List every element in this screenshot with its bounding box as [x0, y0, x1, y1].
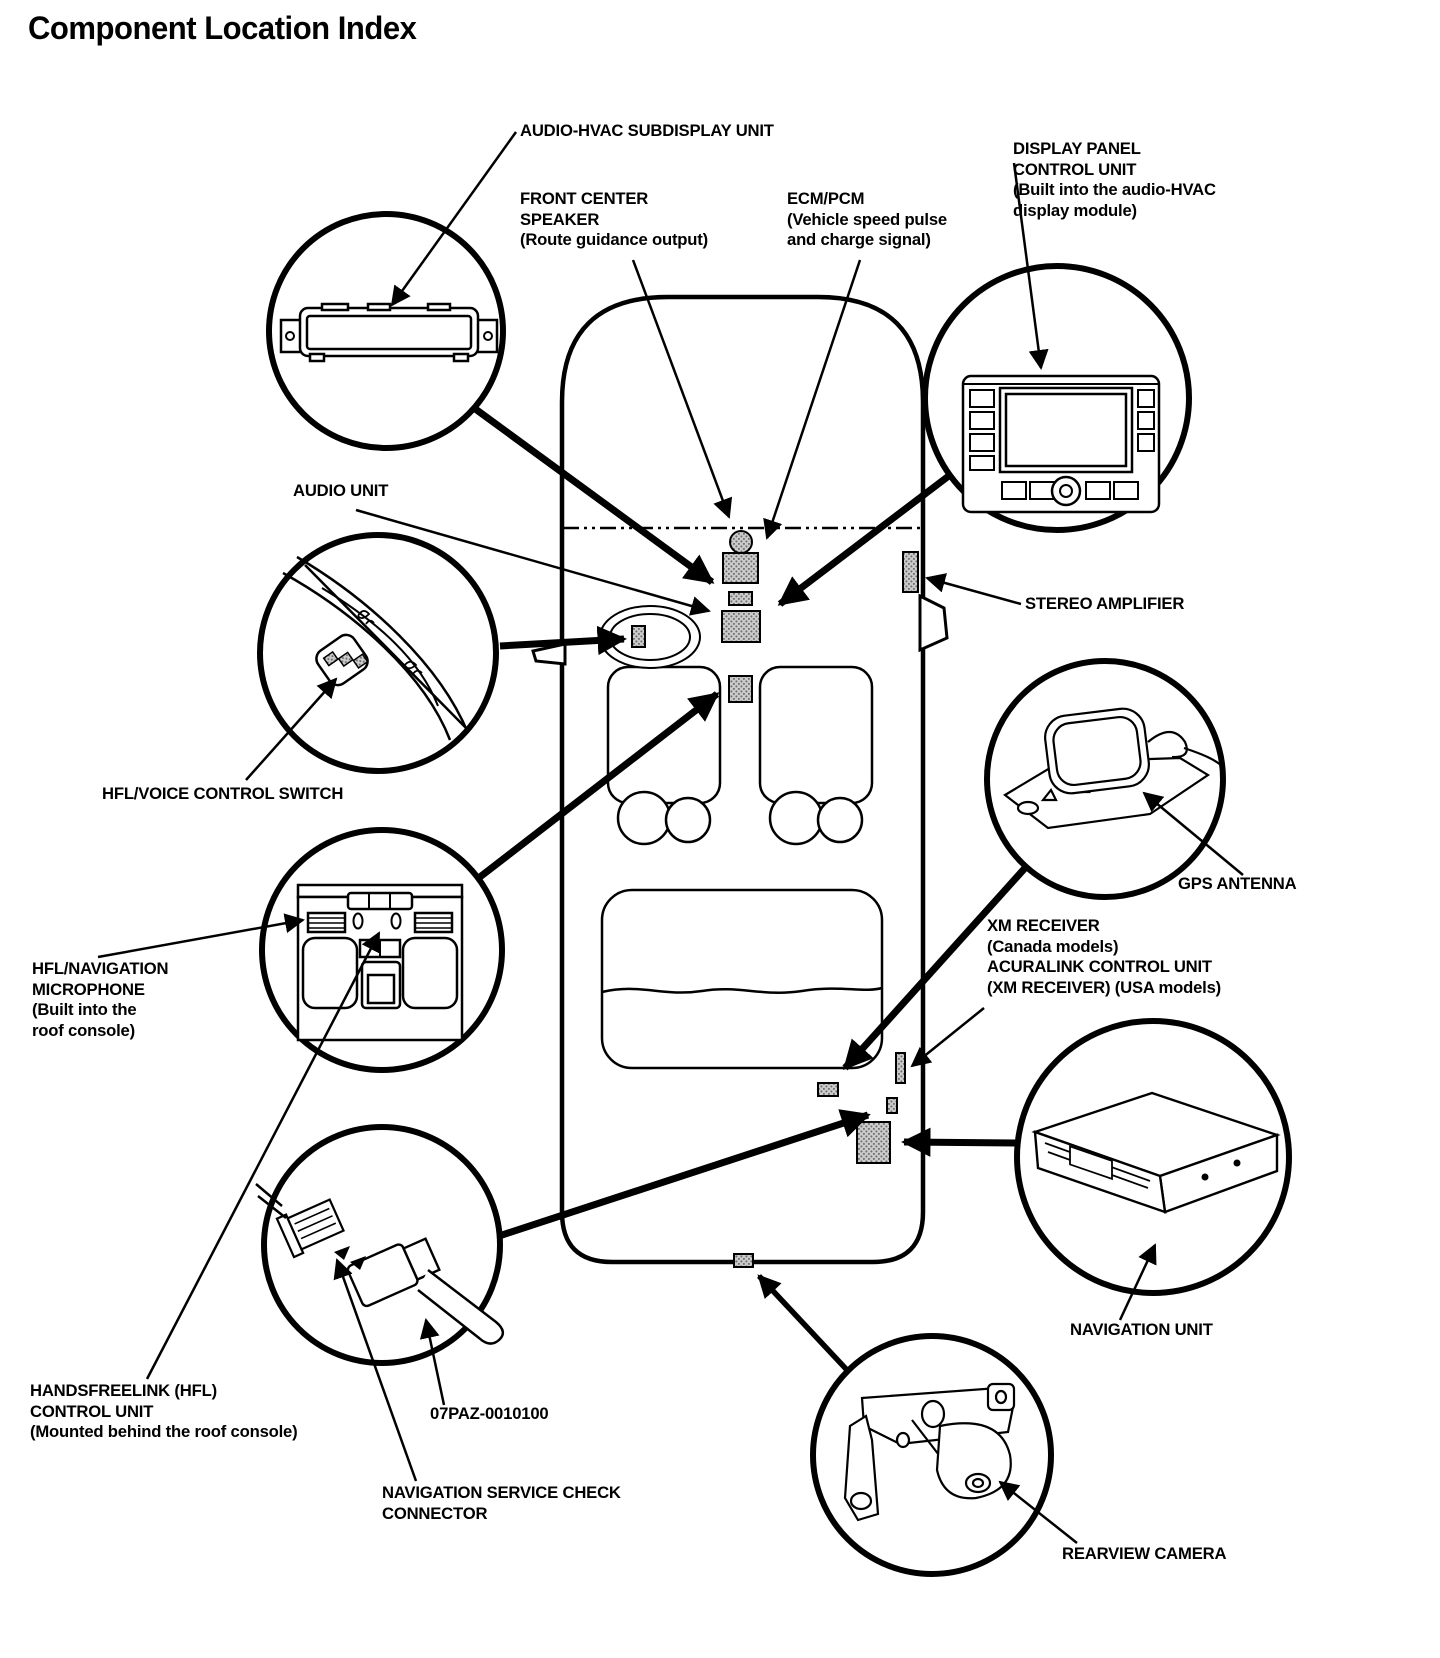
- label-stereo-amplifier: STEREO AMPLIFIER: [1025, 594, 1185, 613]
- label-rearview-camera: REARVIEW CAMERA: [1062, 1544, 1227, 1563]
- detail-circle-gps-antenna: [987, 661, 1223, 897]
- label-gps-antenna: GPS ANTENNA: [1178, 874, 1297, 893]
- detail-circle-subdisplay: [269, 214, 503, 448]
- audio-unit-marker: [722, 611, 760, 642]
- label-navigation-service-check-connector: NAVIGATION SERVICE CHECK CONNECTOR: [382, 1483, 621, 1523]
- xm-receiver-marker: [896, 1053, 905, 1083]
- subdisplay-marker: [723, 553, 758, 583]
- page-title: Component Location Index: [28, 10, 417, 46]
- detail-circle-roof-console: [262, 830, 502, 1070]
- label-audio-unit: AUDIO UNIT: [293, 481, 389, 500]
- service-check-connector-marker: [887, 1098, 897, 1113]
- label-ecm-pcm: ECM/PCM (Vehicle speed pulse and charge signal): [787, 189, 947, 249]
- label-hfl-voice-control-switch: HFL/VOICE CONTROL SWITCH: [102, 784, 344, 803]
- front-seat-left: [608, 667, 720, 844]
- rearview-camera-marker: [734, 1254, 753, 1267]
- arrow-rearview-camera-location: [759, 1276, 847, 1370]
- leader-rearview-camera: [1000, 1482, 1077, 1543]
- navigation-unit-marker: [857, 1122, 890, 1163]
- front-seat-right: [760, 667, 872, 844]
- leader-handsfreelink: [147, 933, 379, 1379]
- display-panel-marker: [729, 592, 752, 605]
- label-hfl-navigation-microphone: HFL/NAVIGATION MICROPHONE (Built into the roof console): [32, 959, 169, 1040]
- leader-hfl-voice-switch: [246, 679, 336, 780]
- leader-07paz-tool: [426, 1320, 444, 1405]
- leader-ecm-pcm: [767, 260, 860, 538]
- label-service-tool-part-number: 07PAZ-0010100: [430, 1404, 549, 1423]
- label-handsfreelink-control-unit: HANDSFREELINK (HFL) CONTROL UNIT (Mounted behind the roof console): [30, 1381, 298, 1441]
- leader-navigation-unit: [1120, 1245, 1155, 1320]
- leader-stereo-amplifier: [927, 578, 1021, 604]
- leader-gps-antenna: [1144, 793, 1243, 875]
- leader-audio-unit: [356, 510, 709, 611]
- rear-seat: [602, 890, 882, 1068]
- car-outline-group: [533, 297, 947, 1262]
- arrow-service-connector-location: [499, 1115, 868, 1236]
- front-center-speaker-marker: [730, 531, 752, 553]
- gps-antenna-marker: [818, 1083, 838, 1096]
- label-audio-hvac-subdisplay-unit: AUDIO-HVAC SUBDISPLAY UNIT: [520, 121, 774, 140]
- right-mirror: [920, 596, 947, 650]
- arrow-navigation-unit-location: [904, 1142, 1016, 1143]
- voice-switch-marker: [632, 626, 645, 647]
- detail-circle-voice-switch: [260, 535, 496, 771]
- detail-circle-rearview-camera: [813, 1336, 1051, 1574]
- detail-circle-display-panel: [925, 266, 1189, 530]
- leader-hfl-microphone: [98, 920, 303, 957]
- car-component-markers: [600, 531, 918, 1267]
- roof-console-marker: [729, 676, 752, 702]
- label-display-panel-control-unit: DISPLAY PANEL CONTROL UNIT (Built into the audio-HVAC display module): [1013, 139, 1216, 220]
- label-xm-receiver-acuralink: XM RECEIVER (Canada models) ACURALINK CONTROL UNIT (XM RECEIVER) (USA models): [987, 916, 1222, 997]
- detail-circle-service-connector: [256, 1127, 503, 1363]
- label-navigation-unit: NAVIGATION UNIT: [1070, 1320, 1213, 1339]
- stereo-amplifier-marker: [903, 552, 918, 592]
- label-front-center-speaker: FRONT CENTER SPEAKER (Route guidance output): [520, 189, 708, 249]
- arrow-subdisplay-location: [474, 408, 712, 582]
